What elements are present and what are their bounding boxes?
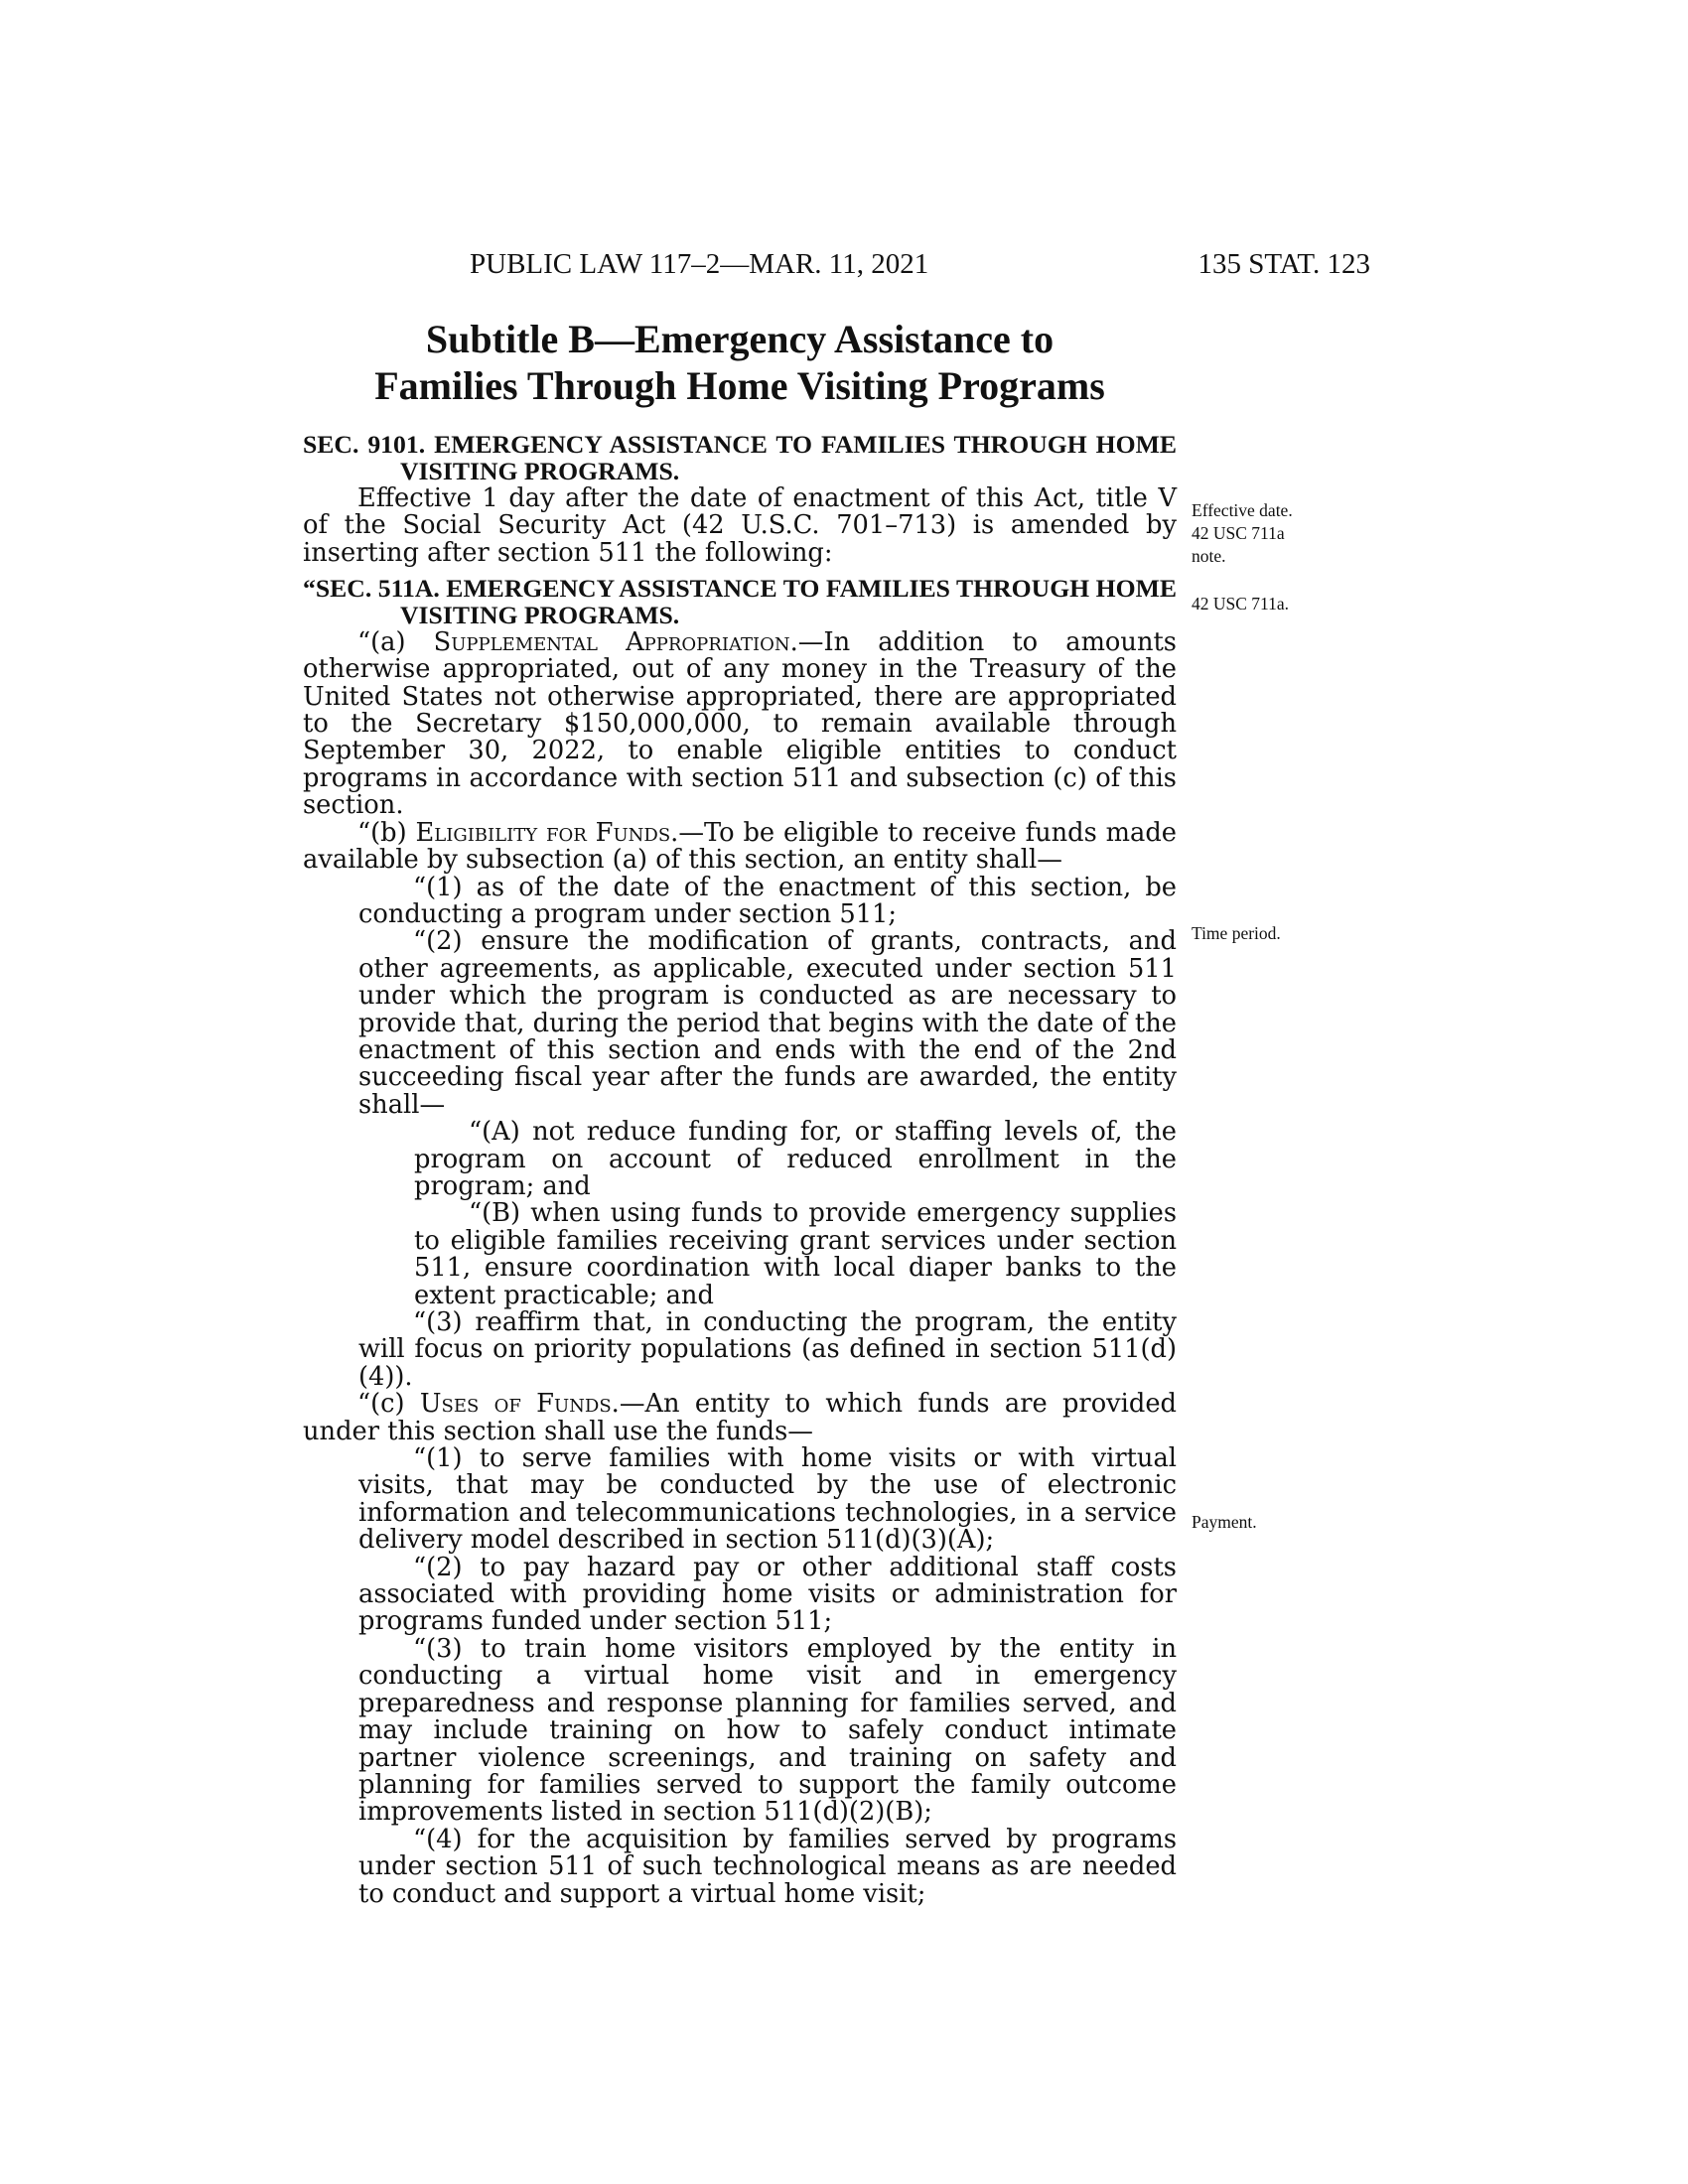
subsection-c-caption: Uses of Funds [419,1389,612,1420]
subparagraph-b2a: “(A) not reduce funding for, or staffing levels of, the program on account of reduced enrollment in the program; and [414,1117,1177,1201]
subtitle-heading [303,316,1177,409]
running-head [303,248,1370,288]
subsection-b-caption: Eligibility for Funds [415,817,671,848]
section-511a-heading: “SEC. 511A. EMERGENCY ASSISTANCE TO FAMILIES THROUGH HOME VISITING PROGRAMS. [303,574,1177,630]
subsection-b-text: .—To be eligible to receive funds made available by subsection (a) of this section, an entity shall— [303,817,1177,876]
margin-note-usc-711a: 42 USC 711a. [1192,594,1290,614]
subsection-a-text: .—In addition to amounts otherwise appropriated, out of any money in the Treasury of the United States not otherwise appropriated, there are appropriated to the Secretary $150,000,000, to remain available through September 30, 2022, to enable eligible entities to conduct programs in accordance with section 511 and subsection (c) of this section. [303,626,1177,821]
paragraph-c1: “(1) to serve families with home visits or with virtual visits, that may be conducted by the use of electronic information and telecommunications technologies, in a service delivery model described in section 511(d)(3)(A); [358,1443,1177,1556]
paragraph-b1: “(1) as of the date of the enactment of this section, be conducting a program under section 511; [358,872,1177,929]
margin-note-effective-date: Effective date. [1192,500,1293,520]
paragraph-b2: “(2) ensure the modification of grants, contracts, and other agreements, as applicable, executed under section 511 under which the program is conducted as are necessary to provide that, during the period that begins with the date of the enactment of this section and ends with the end of the 2nd succeeding fiscal year after the funds are awarded, the entity shall— [358,926,1177,1120]
section-9101-heading: SEC. 9101. EMERGENCY ASSISTANCE TO FAMILIES THROUGH HOME VISITING PROGRAMS. [303,430,1177,486]
paragraph-c2: “(2) to pay hazard pay or other additional staff costs associated with providing home visits or administration for programs funded under section 511; [358,1552,1177,1637]
margin-note-usc-711a-note-line2: note. [1192,546,1226,566]
subsection-b [303,817,1177,876]
subsection-b-label: “(b) [357,817,416,848]
subsection-c [303,1391,1177,1445]
subsection-a-caption: Supplemental Appropriation [433,626,790,657]
paragraph-c3: “(3) to train home visitors employed by the entity in conducting a virtual home visit and in emergency preparedness and response planning for families served, and may include training on how to safely conduct intimate partner violence screenings, and training on safety and planning for families served to support the family outcome improvements listed in section 511(d)(2)(B); [358,1633,1177,1828]
section-9101-text: Effective 1 day after the date of enactment of this Act, title V of the Social Security Act (42 U.S.C. 701–713) is amended by inserting after section 511 the following: [303,482,1177,568]
subtitle-line-2: Families Through Home Visiting Programs [374,363,1105,408]
margin-note-payment: Payment. [1192,1512,1257,1532]
margin-note-time-period: Time period. [1192,923,1281,943]
subsection-c-label: “(c) [357,1389,420,1420]
running-head-title: PUBLIC LAW 117–2—MAR. 11, 2021 [470,248,929,280]
subsection-c-text: .—An entity to which funds are provided under this section shall use the funds— [303,1389,1177,1446]
statute-page-reference: 135 STAT. 123 [1197,248,1370,280]
subsection-a-label: “(a) [357,626,434,657]
paragraph-c4: “(4) for the acquisition by families served by programs under section 511 of such technological means as are needed to conduct and support a virtual home visit; [358,1824,1177,1909]
margin-note-usc-711a-note-line1: 42 USC 711a [1192,523,1285,543]
subparagraph-b2b: “(B) when using funds to provide emergency supplies to eligible families receiving grant services under section 511, ensure coordination with local diaper banks to the extent practicable; and [414,1198,1177,1310]
subtitle-line-1: Subtitle B—Emergency Assistance to [425,317,1055,361]
paragraph-b3: “(3) reaffirm that, in conducting the program, the entity will focus on priority populations (as defined in section 511(d)(4)). [358,1307,1177,1392]
body-text [303,431,1177,1908]
subsection-a [303,626,1177,821]
